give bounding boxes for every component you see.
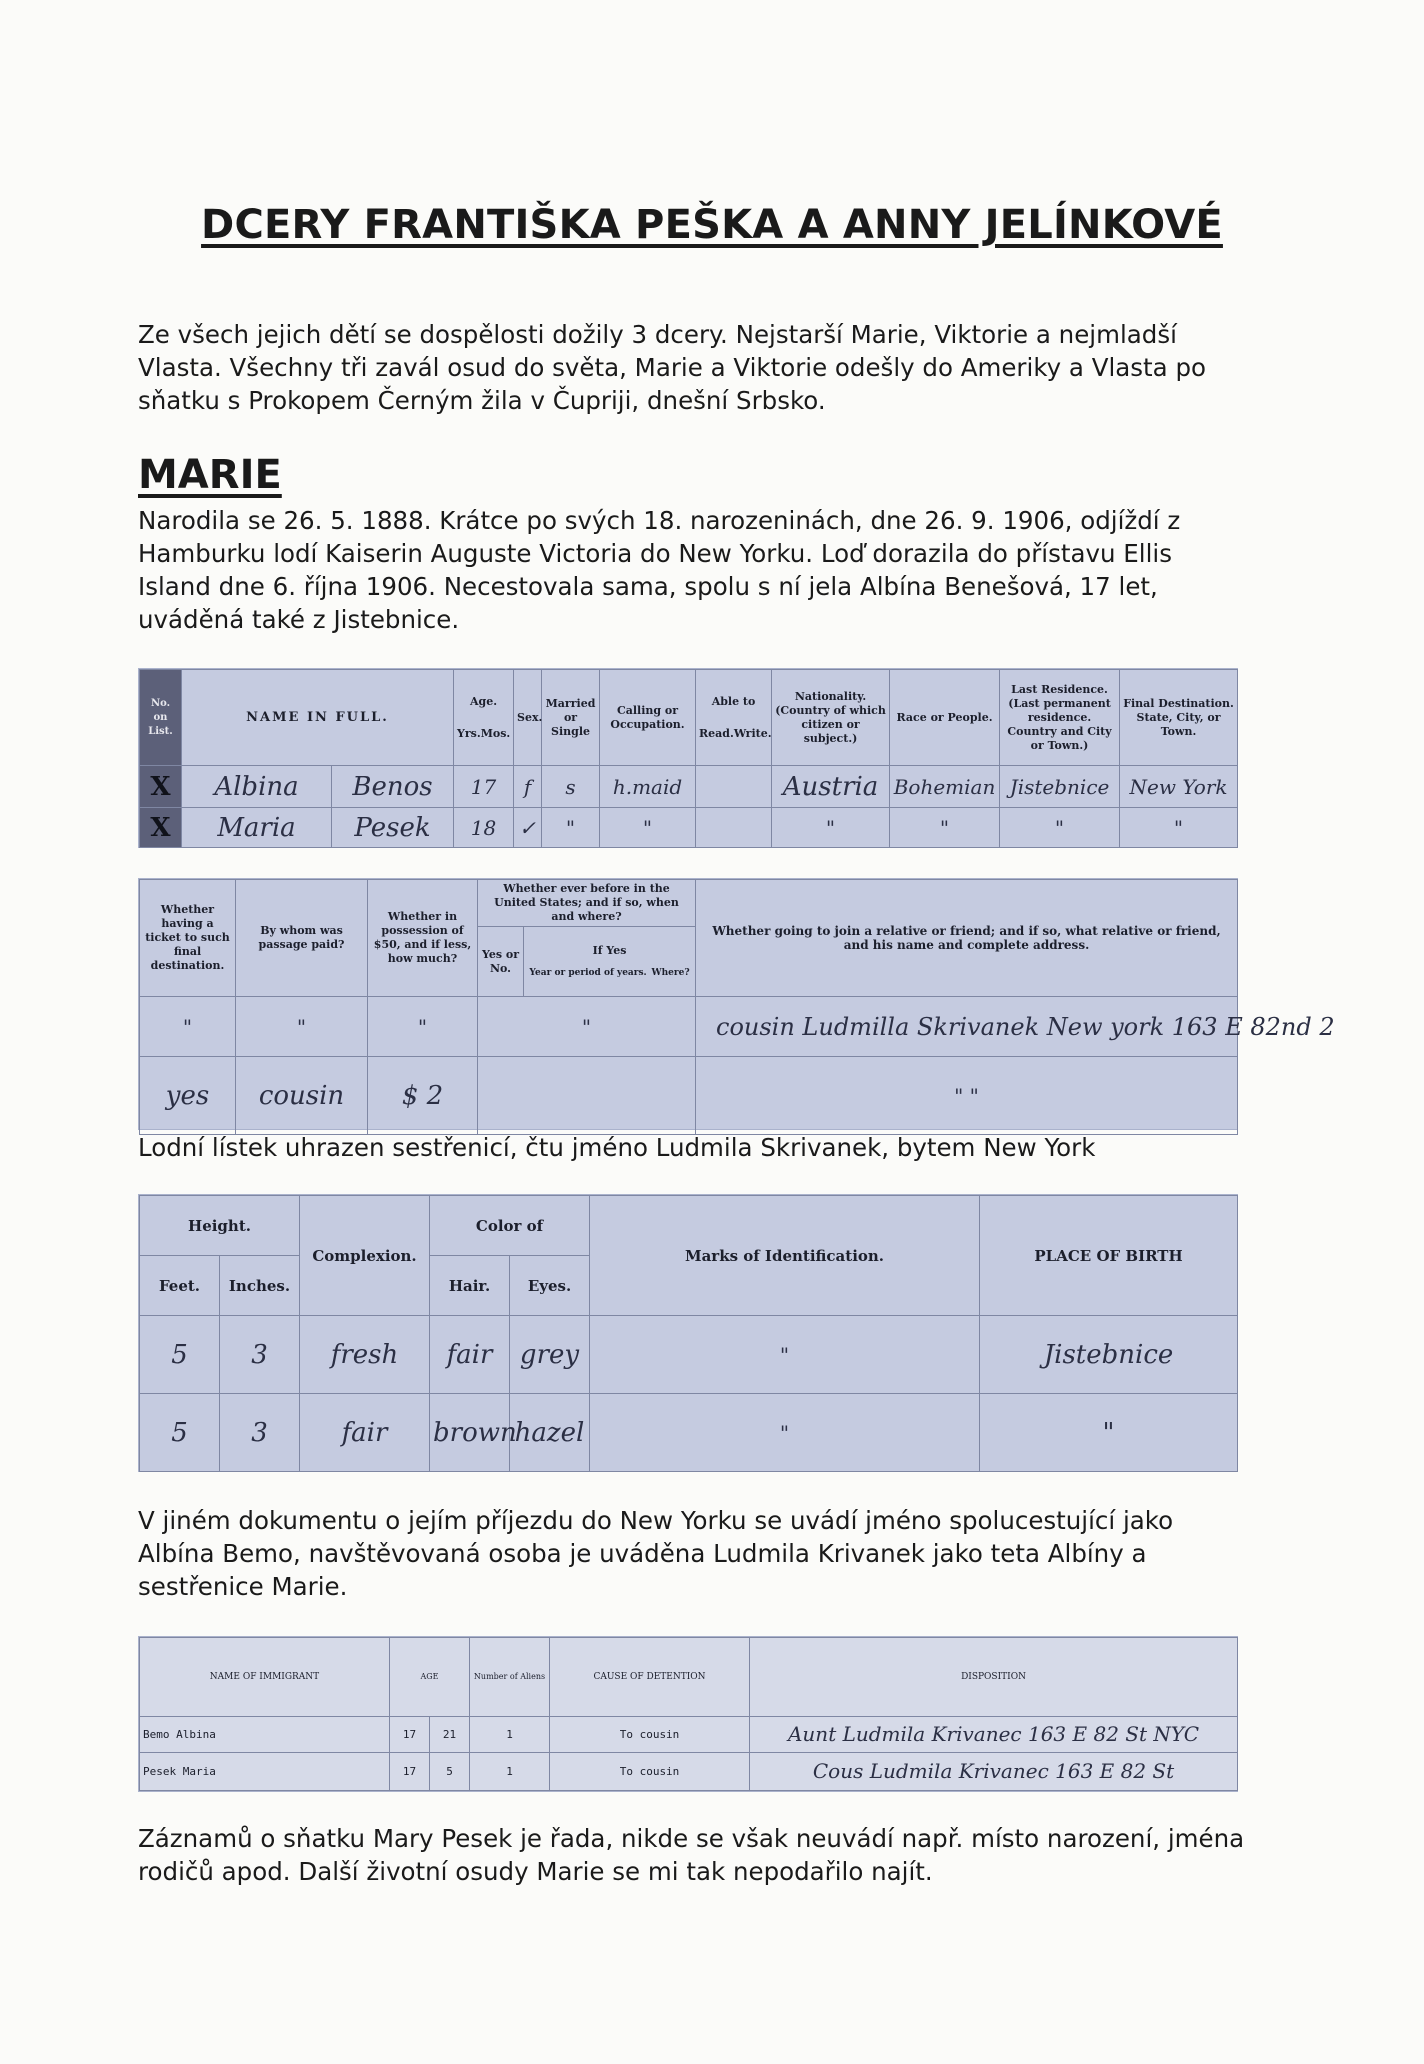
count: 1 — [470, 1752, 550, 1790]
header-passage-paid: By whom was passage paid? — [236, 880, 368, 997]
age: 18 — [454, 808, 514, 848]
feet: 5 — [140, 1316, 220, 1394]
first-name: Maria — [182, 808, 332, 848]
before — [478, 1057, 696, 1135]
hair: brown — [430, 1394, 510, 1472]
header-height: Height. — [140, 1196, 300, 1256]
section-heading-marie: MARIE — [138, 452, 282, 498]
destination: " — [1120, 808, 1238, 848]
possession: " — [368, 997, 478, 1057]
number: 5 — [430, 1752, 470, 1790]
feet: 5 — [140, 1394, 220, 1472]
header-sex: Sex. — [514, 670, 542, 766]
destination: New York — [1120, 766, 1238, 808]
header-nationality: Nationality. (Country of which citizen or subject.) — [772, 670, 890, 766]
table-row — [140, 1716, 1238, 1752]
age: 17 — [390, 1716, 430, 1752]
intro-paragraph: Ze všech jejich dětí se dospělosti dožily 3 dcery. Nejstarší Marie, Viktorie a nejmladší Vlasta. Všechny tři zavál osud do světa, Marie a Viktorie odešly do Ameriky a Vlasta po sňatku s Prokopem Černým žila v Čupriji, dnešní Srbsko. — [138, 320, 1207, 415]
nationality: Austria — [772, 766, 890, 808]
header-married: Married or Single — [542, 670, 600, 766]
header-age — [454, 670, 514, 766]
place-of-birth: Jistebnice — [980, 1316, 1238, 1394]
table-row — [140, 766, 1238, 808]
header-hair: Hair. — [430, 1256, 510, 1316]
closing-paragraph: Záznamů o sňatku Mary Pesek je řada, nikde se však neuvádí např. místo narození, jména rodičů apod. Další životní osudy Marie se mi tak nepodařilo najít. — [138, 1824, 1245, 1886]
header-race: Race or People. — [890, 670, 1000, 766]
eyes: hazel — [510, 1394, 590, 1472]
header-yes-no: Yes or No. — [478, 927, 524, 997]
header-possession: Whether in possession of $50, and if less, how much? — [368, 880, 478, 997]
table-row — [140, 1394, 1238, 1472]
race: " — [890, 808, 1000, 848]
first-name: Albina — [182, 766, 332, 808]
header-joining: Whether going to join a relative or friend; and if so, what relative or friend, and his name and complete address. — [696, 880, 1238, 997]
header-feet: Feet. — [140, 1256, 220, 1316]
joining: " " — [696, 1057, 1238, 1135]
disposition: Cous Ludmila Krivanec 163 E 82 St — [750, 1752, 1238, 1790]
header-if-yes — [524, 927, 696, 997]
complexion: fair — [300, 1394, 430, 1472]
disposition: Aunt Ludmila Krivanec 163 E 82 St NYC — [750, 1716, 1238, 1752]
marie-paragraph: Narodila se 26. 5. 1888. Krátce po svých 18. narozeninách, dne 26. 9. 1906, odjíždí z Hamburku lodí Kaiserin Auguste Victoria do New Yorku. Loď dorazila do přístavu Ellis Island dne 6. října 1906. Necestovala sama, spolu s ní jela Albína Benešová, 17 let, uváděná také z Jistebnice. — [138, 506, 1181, 634]
scan-detention-record — [138, 1636, 1238, 1792]
hair: fair — [430, 1316, 510, 1394]
before: " — [478, 997, 696, 1057]
header-immigrant-name: NAME OF IMMIGRANT — [140, 1638, 390, 1717]
residence: " — [1000, 808, 1120, 848]
table-row — [140, 1752, 1238, 1790]
header-calling: Calling or Occupation. — [600, 670, 696, 766]
place-of-birth: " — [980, 1394, 1238, 1472]
married: s — [542, 766, 600, 808]
nationality: " — [772, 808, 890, 848]
header-last-residence: Last Residence. (Last permanent residence. Country and City or Town.) — [1000, 670, 1120, 766]
header-eyes: Eyes. — [510, 1256, 590, 1316]
complexion: fresh — [300, 1316, 430, 1394]
header-if-yes-label: If Yes — [592, 943, 627, 957]
race: Bohemian — [890, 766, 1000, 808]
header-number-aliens: Number of Aliens — [470, 1638, 550, 1717]
cause: To cousin — [550, 1752, 750, 1790]
ticket: " — [140, 997, 236, 1057]
scan-passenger-list-1 — [138, 668, 1238, 848]
married: " — [542, 808, 600, 848]
paid-by: cousin — [236, 1057, 368, 1135]
residence: Jistebnice — [1000, 766, 1120, 808]
sex: f — [514, 766, 542, 808]
joining: cousin Ludmilla Skrivanek New york 163 E 82nd 2 — [696, 997, 1238, 1057]
inches: 3 — [220, 1316, 300, 1394]
header-name-in-full: NAME IN FULL. — [182, 670, 454, 766]
second-document-paragraph: V jiném dokumentu o jejím příjezdu do New Yorku se uvádí jméno spolucestující jako Albína Bemo, navštěvovaná osoba je uváděna Ludmila Krivanek jako teta Albíny a sestřenice Marie. — [138, 1506, 1174, 1601]
ticket: yes — [140, 1057, 236, 1135]
header-able-to — [696, 670, 772, 766]
number: 21 — [430, 1716, 470, 1752]
caption-ticket: Lodní lístek uhrazen sestřenicí, čtu jméno Ludmila Skrivanek, bytem New York — [138, 1133, 1096, 1162]
row-mark: X — [140, 808, 182, 848]
paid-by: " — [236, 997, 368, 1057]
marks: " — [590, 1394, 980, 1472]
immigrant-name: Bemo Albina — [140, 1716, 390, 1752]
table-row — [140, 1057, 1238, 1135]
header-inches: Inches. — [220, 1256, 300, 1316]
header-place-of-birth: PLACE OF BIRTH — [980, 1196, 1238, 1316]
last-name: Benos — [332, 766, 454, 808]
last-name: Pesek — [332, 808, 454, 848]
immigrant-name: Pesek Maria — [140, 1752, 390, 1790]
header-complexion: Complexion. — [300, 1196, 430, 1316]
header-before-in-us: Whether ever before in the United States; and if so, when and where? — [478, 880, 696, 927]
age: 17 — [390, 1752, 430, 1790]
header-marks: Marks of Identification. — [590, 1196, 980, 1316]
header-age-yrs: Yrs. — [457, 726, 481, 740]
header-cause: CAUSE OF DETENTION — [550, 1638, 750, 1717]
page-title: DCERY FRANTIŠKA PEŠKA A ANNY JELÍNKOVÉ — [201, 202, 1223, 248]
age: 17 — [454, 766, 514, 808]
header-year: Year or period of years. — [529, 967, 647, 978]
sex: ✓ — [514, 808, 542, 848]
header-color-of: Color of — [430, 1196, 590, 1256]
header-age: AGE — [390, 1638, 470, 1717]
calling: h.maid — [600, 766, 696, 808]
table-row — [140, 1316, 1238, 1394]
scan-passenger-list-2 — [138, 878, 1335, 1130]
count: 1 — [470, 1716, 550, 1752]
eyes: grey — [510, 1316, 590, 1394]
possession: $ 2 — [368, 1057, 478, 1135]
inches: 3 — [220, 1394, 300, 1472]
table-row — [140, 808, 1238, 848]
row-mark: X — [140, 766, 182, 808]
table-row — [140, 997, 1238, 1057]
header-age-mos: Mos. — [480, 726, 511, 740]
scan-physical-description — [138, 1194, 1238, 1472]
cause: To cousin — [550, 1716, 750, 1752]
calling: " — [600, 808, 696, 848]
header-able-label: Able to — [711, 694, 756, 708]
header-disposition: DISPOSITION — [750, 1638, 1238, 1717]
header-ticket: Whether having a ticket to such final destination. — [140, 880, 236, 997]
header-final-destination: Final Destination. State, City, or Town. — [1120, 670, 1238, 766]
marks: " — [590, 1316, 980, 1394]
header-age-label: Age. — [469, 694, 498, 708]
header-read: Read. — [699, 726, 734, 740]
header-where: Where? — [651, 967, 690, 978]
header-write: Write. — [733, 726, 772, 740]
header-no-on-list: No. on List. — [140, 670, 182, 766]
